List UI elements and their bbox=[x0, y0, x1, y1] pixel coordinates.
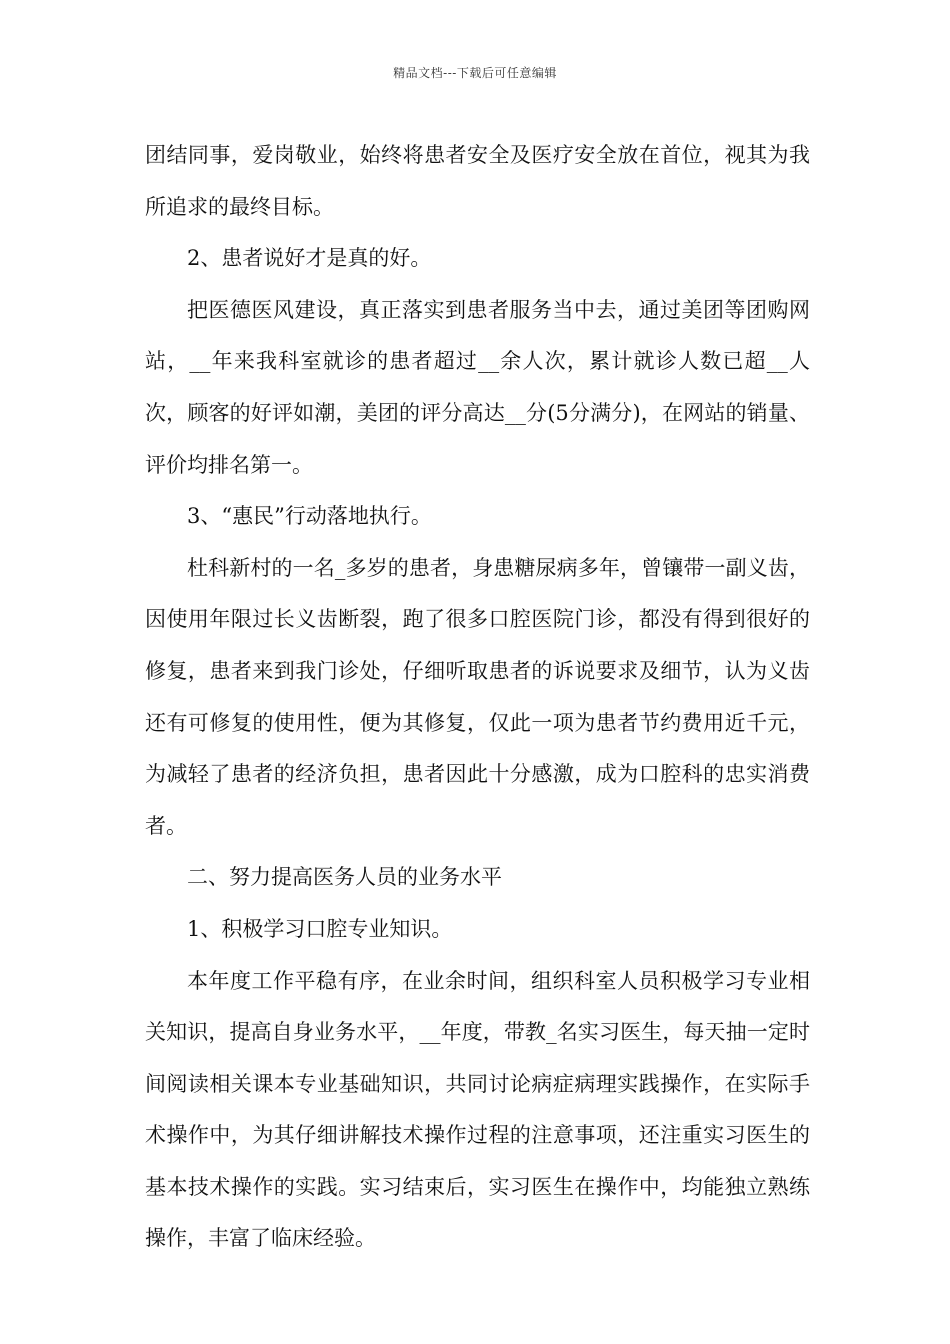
paragraph: 本年度工作平稳有序，在业余时间，组织科室人员积极学习专业相关知识，提高自身业务水平，__年度，带教_名实习医生，每天抽一定时间阅读相关课本专业基础知识，共同讨论病症病理实践操作，在实际手术操作中，为其仔细讲解技术操作过程的注意事项，还注重实习医生的基本技术操作的实践。实习结束后，实习医生在操作中，均能独立熟练操作，丰富了临床经验。 bbox=[145, 968, 810, 1251]
paragraph: 团结同事，爱岗敬业，始终将患者安全及医疗安全放在首位，视其为我所追求的最终目标。 bbox=[145, 143, 810, 219]
paragraph: 把医德医风建设，真正落实到患者服务当中去，通过美团等团购网站，__年来我科室就诊的患者超过__余人次，累计就诊人数已超__人次，顾客的好评如潮，美团的评分高达__分(5分满分)，在网站的销量、评价均排名第一。 bbox=[145, 297, 810, 477]
page-header: 精品文档---下载后可任意编辑 bbox=[393, 66, 557, 80]
section-heading: 二、努力提高医务人员的业务水平 bbox=[187, 865, 502, 890]
document-body bbox=[145, 130, 810, 1265]
paragraph: 3、“惠民”行动落地执行。 bbox=[187, 504, 432, 529]
paragraph: 杜科新村的一名_多岁的患者，身患糖尿病多年，曾镶带一副义齿，因使用年限过长义齿断裂，跑了很多口腔医院门诊，都没有得到很好的修复，患者来到我门诊处，仔细听取患者的诉说要求及细节，认为义齿还有可修复的使用性，便为其修复，仅此一项为患者节约费用近千元，为减轻了患者的经济负担，患者因此十分感激，成为口腔科的忠实消费者。 bbox=[145, 555, 810, 838]
paragraph: 2、患者说好才是真的好。 bbox=[187, 246, 432, 271]
paragraph: 1、积极学习口腔专业知识。 bbox=[187, 916, 453, 941]
